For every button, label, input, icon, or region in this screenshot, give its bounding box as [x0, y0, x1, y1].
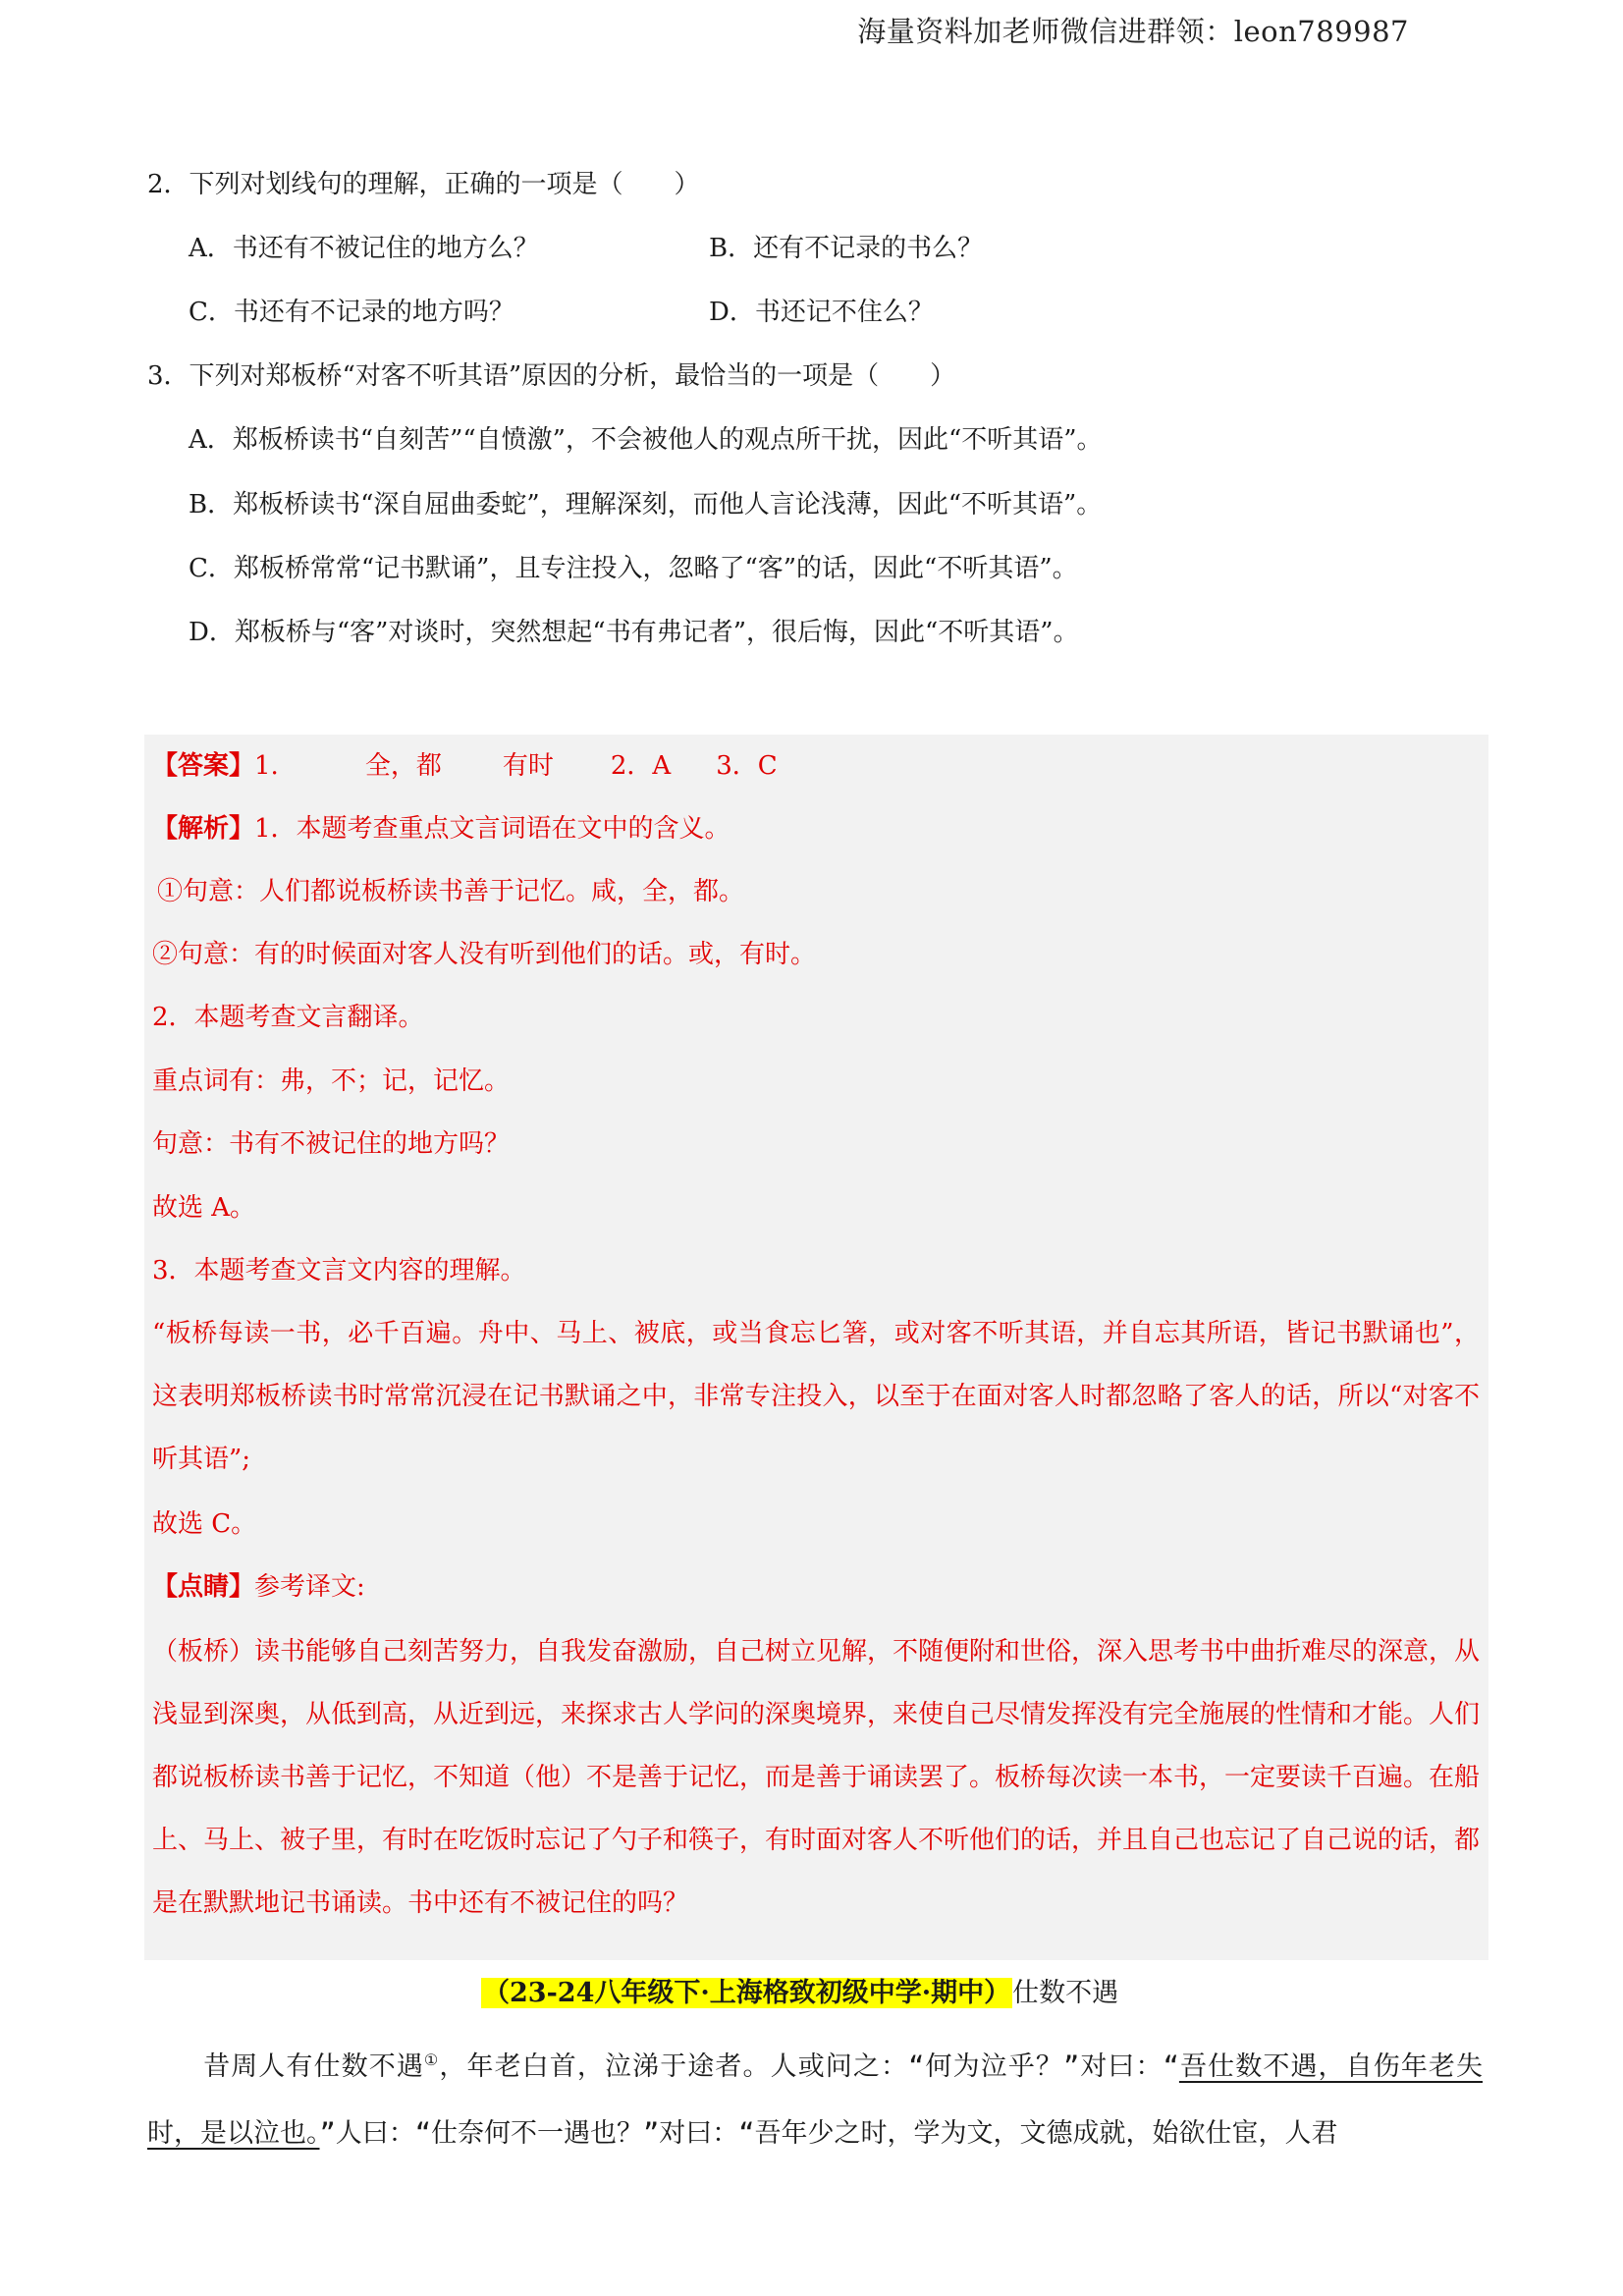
answer-part-3: 有时 [502, 751, 554, 781]
passage-part-1: 昔周人有仕数不遇 [202, 2051, 424, 2082]
answer-part-5: 3．C [716, 751, 778, 781]
analysis-line-8: 3．本题考查文言文内容的理解。 [152, 1256, 526, 1285]
question-2-option-c: C．书还有不记录的地方吗？ [189, 298, 514, 327]
analysis-line-5: 重点词有：弗，不；记，记忆。 [152, 1066, 511, 1096]
analysis-paragraph: “板桥每读一书，必千百遍。舟中、马上、被底，或当食忘匕箸，或对客不听其语，并自忘其所语，皆记书默诵也”，这表明郑板桥读书时常常沉浸在记书默诵之中，非常专注投入，以至于在面对客人时都忽略了客人的话，所以“对客不听其语”; [152, 1319, 1480, 1474]
analysis-line-9: 故选 C。 [152, 1509, 257, 1539]
answer-line [152, 746, 778, 786]
passage-underlined-sentence: 吾仕数不遇，自伤年老失时，是以泣也。 [147, 2051, 1484, 2149]
tip-tag: 【点睛】 [152, 1572, 255, 1602]
analysis-line-6: 句意：书有不被记住的地方吗？ [152, 1129, 511, 1159]
passage-part-3: ”人曰：“仕奈何不一遇也？”对曰：“吾年少之时，学为文，文德成就，始欲仕宦，人君 [319, 2118, 1338, 2149]
tip-paragraph: （板桥）读书能够自己刻苦努力，自我发奋激励，自己树立见解，不随便附和世俗，深入思考书中曲折难尽的深意，从浅显到深奥，从低到高，从近到远，来探求古人学问的深奥境界，来使自己尽情发挥没有完全施展的性情和才能。人们都说板桥读书善于记忆，不知道（他）不是善于记忆，而是善于诵读罢了。板桥每次读一本书，一定要读千百遍。在船上、马上、被子里，有时在吃饭时忘记了勺子和筷子，有时面对客人不听他们的话，并且自己也忘记了自己说的话，都是在默默地记书诵读。书中还有不被记住的吗？ [152, 1637, 1481, 1918]
analysis-line-4: 2．本题考查文言翻译。 [152, 1003, 424, 1032]
question-3-option-b: B．郑板桥读书“深自屈曲委蛇”，理解深刻，而他人言论浅薄，因此“不听其语”。 [189, 490, 1103, 519]
analysis-tag: 【解析】 [152, 814, 255, 844]
page-header-watermark: 海量资料加老师微信进群领：leon789987 [857, 15, 1409, 48]
question-3-option-a: A．郑板桥读书“自刻苦”“自愤激”，不会被他人的观点所干扰，因此“不听其语”。 [189, 425, 1103, 455]
question-2-stem: 2．下列对划线句的理解，正确的一项是（ ） [147, 170, 700, 199]
source-label: （23-24八年级下·上海格致初级中学·期中） [483, 1978, 1011, 2008]
analysis-line-3: ②句意：有的时候面对客人没有听到他们的话。或，有时。 [152, 940, 817, 969]
answer-part-2: 全，都 [364, 751, 442, 781]
next-passage-text [147, 2027, 1483, 2167]
analysis-line-1 [152, 809, 730, 848]
question-3-option-d: D．郑板桥与“客”对谈时，突然想起“书有弗记者”，很后悔，因此“不听其语”。 [189, 618, 1079, 647]
analysis-line-7: 故选 A。 [152, 1193, 256, 1223]
passage-part-2: ，年老白首，泣涕于途者。人或问之：“何为泣乎？”对曰：“ [439, 2051, 1179, 2082]
question-3-option-c: C．郑板桥常常“记书默诵”，且专注投入，忽略了“客”的话，因此“不听其语”。 [189, 554, 1078, 583]
answer-part-4: 2．A [610, 751, 672, 781]
footnote-marker: ① [423, 2050, 440, 2069]
answer-tag: 【答案】 [152, 751, 255, 781]
answer-part-1: 1. [254, 751, 279, 781]
question-2-option-a: A．书还有不被记住的地方么？ [189, 234, 539, 263]
question-2-option-b: B．还有不记录的书么？ [709, 234, 984, 263]
question-2-option-d: D．书还记不住么？ [709, 298, 934, 327]
next-passage-source [481, 1972, 1118, 2015]
source-title: 仕数不遇 [1012, 1978, 1119, 2008]
tip-title: 参考译文: [254, 1572, 365, 1602]
tip-line [152, 1567, 365, 1607]
analysis-line-2: ①句意：人们都说板桥读书善于记忆。咸，全，都。 [157, 877, 745, 906]
analysis-text-1: 1．本题考查重点文言词语在文中的含义。 [254, 814, 730, 844]
question-3-stem: 3．下列对郑板桥“对客不听其语”原因的分析，最恰当的一项是（ ） [147, 361, 956, 391]
